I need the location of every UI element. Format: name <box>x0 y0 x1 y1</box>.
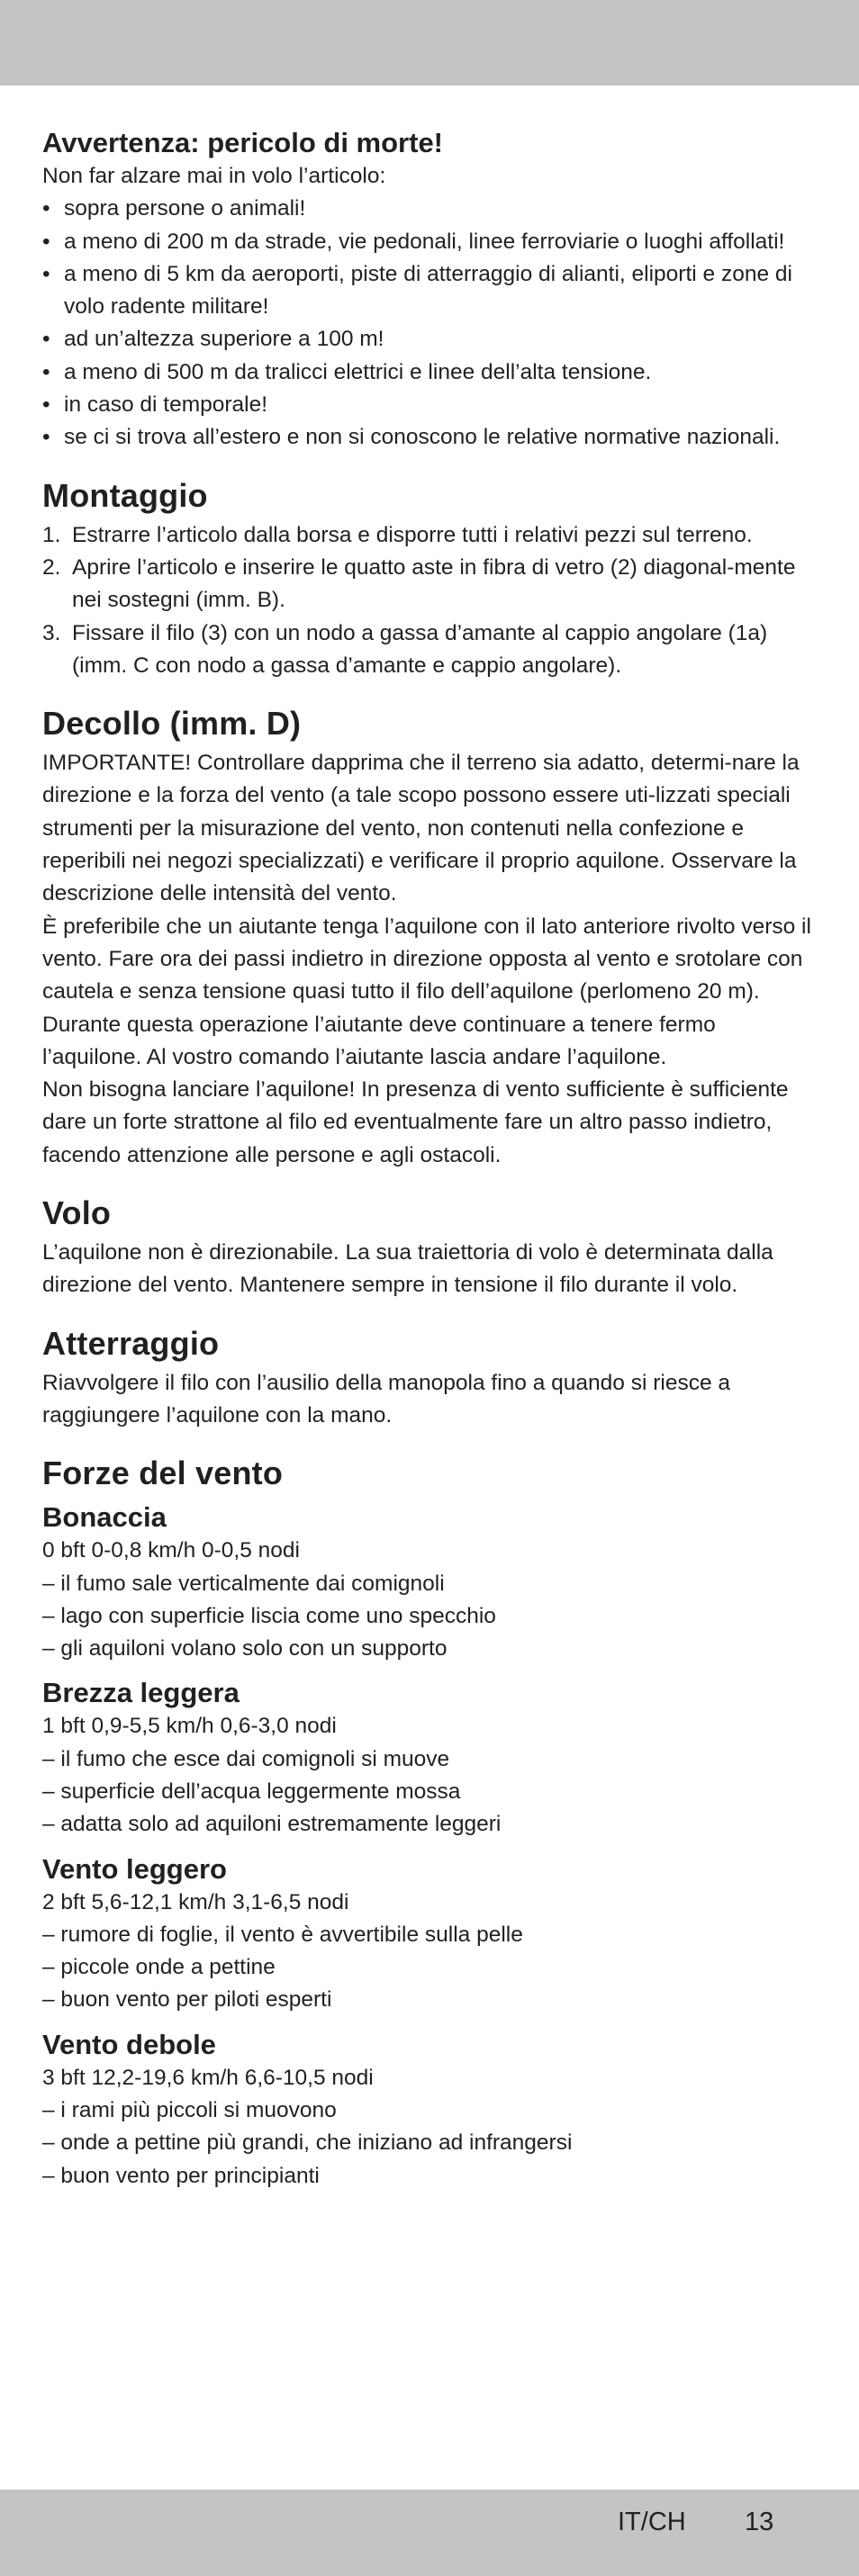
decollo-paragraph: IMPORTANTE! Controllare dapprima che il terreno sia adatto, determi-nare la direzione e la forza del vento (a tale scopo possono essere uti-lizzati speciali strumenti per la misurazione del vento, non contenuti nella confezione e reperibili nei negozi specializzati) e verificare il proprio aquilone. Osservare la descrizione delle intensità del vento. <box>42 751 800 906</box>
wind-level-item: – lago con superficie liscia come uno specchio <box>42 1603 496 1628</box>
montaggio-steps <box>42 519 818 682</box>
warning-item: • a meno di 500 m da tralicci elettrici e linee dell’alta tensione. <box>42 356 818 389</box>
wind-level <box>42 1500 818 1665</box>
wind-level-list <box>42 2094 818 2193</box>
warning-item: • sopra persone o animali! <box>42 193 818 225</box>
montaggio-title: Montaggio <box>42 476 208 514</box>
footer-bar <box>0 2490 859 2576</box>
wind-level-list <box>42 1919 818 2017</box>
warning-intro: Non far alzare mai in volo l’articolo: <box>42 164 386 188</box>
montaggio-step: 1. Estrarre l’articolo dalla borsa e disporre tutti i relativi pezzi sul terreno. <box>42 522 753 547</box>
warning-item: • ad un’altezza superiore a 100 m! <box>42 323 818 356</box>
montaggio-step: 3. Fissare il filo (3) con un nodo a gassa d’amante al cappio angolare (1a) (imm. C con nodo a gassa d’amante e cappio angolare). <box>42 620 768 678</box>
decollo-section <box>42 704 818 1172</box>
decollo-paragraph: È preferibile che un aiutante tenga l’aquilone con il lato anteriore rivolto verso il vento. Fare ora dei passi indietro in direzione opposta al vento e srotolare con cautela e senza tensione quasi tutto il filo dell’aquilone (perlomeno 20 m). <box>42 914 811 1004</box>
wind-level-spec: 2 bft 5,6-12,1 km/h 3,1-6,5 nodi <box>42 1889 349 1914</box>
bullet-icon: • <box>42 359 50 384</box>
wind-level-item: – buon vento per piloti esperti <box>42 1987 332 2013</box>
wind-level-item: – piccole onde a pettine <box>42 1955 276 1980</box>
bullet-icon: • <box>42 196 50 221</box>
atterraggio-text: Riavvolgere il filo con l’ausilio della manopola fino a quando si riesce a raggiungere l’aquilone con la mano. <box>42 1370 731 1428</box>
forze-title: Forze del vento <box>42 1455 284 1492</box>
bullet-icon: • <box>42 392 50 418</box>
bullet-icon: • <box>42 261 50 286</box>
bullet-icon: • <box>42 229 50 254</box>
page-number: 13 <box>745 2508 774 2536</box>
bullet-icon: • <box>42 327 50 352</box>
wind-level-item: – adatta solo ad aquiloni estremamente leggeri <box>42 1812 502 1837</box>
warning-item: • a meno di 5 km da aeroporti, piste di atterraggio di alianti, eliporti e zone di volo radente militare! <box>42 258 818 324</box>
wind-level-name: Vento debole <box>42 2028 216 2060</box>
atterraggio-section <box>42 1324 818 1433</box>
wind-level-spec: 1 bft 0,9-5,5 km/h 0,6-3,0 nodi <box>42 1714 337 1739</box>
wind-level-list <box>42 1568 818 1666</box>
forze-section <box>42 1454 818 2193</box>
wind-level-spec: 3 bft 12,2-19,6 km/h 6,6-10,5 nodi <box>42 2065 374 2090</box>
decollo-paragraph: Non bisogna lanciare l’aquilone! In presenza di vento sufficiente è sufficiente dare un forte strattone al filo ed eventualmente fare un altro passo indietro, facendo attenzione alle persone e agli ostacoli. <box>42 1077 789 1167</box>
volo-section <box>42 1193 818 1302</box>
warning-item: • a meno di 200 m da strade, vie pedonali, linee ferroviarie o luoghi affollati! <box>42 226 818 258</box>
wind-level-name: Bonaccia <box>42 1501 167 1534</box>
volo-title: Volo <box>42 1194 112 1232</box>
wind-level-item: – gli aquiloni volano solo con un supporto <box>42 1636 448 1662</box>
wind-level-spec: 0 bft 0-0,8 km/h 0-0,5 nodi <box>42 1538 300 1563</box>
manual-content <box>42 126 818 2193</box>
wind-level-list <box>42 1743 818 1842</box>
wind-level <box>42 1676 818 1841</box>
bullet-icon: • <box>42 425 50 450</box>
decollo-title: Decollo (imm. D) <box>42 705 302 743</box>
wind-level <box>42 2028 818 2193</box>
wind-level-item: – rumore di foglie, il vento è avvertibile sulla pelle <box>42 1922 523 1947</box>
decollo-paragraph: Durante questa operazione l’aiutante deve continuare a tenere fermo l’aquilone. Al vostro comando l’aiutante lascia andare l’aquilone. <box>42 1012 716 1069</box>
wind-level-item: – superficie dell’acqua leggermente mossa <box>42 1779 461 1804</box>
wind-level-item: – il fumo che esce dai comignoli si muove <box>42 1746 450 1771</box>
wind-level-item: – i rami più piccoli si muovono <box>42 2098 337 2123</box>
montaggio-step: 2. Aprire l’articolo e inserire le quatto aste in fibra di vetro (2) diagonal-mente nei sostegni (imm. B). <box>42 554 796 613</box>
wind-level-item: – il fumo sale verticalmente dai comignoli <box>42 1571 445 1596</box>
footer-language-code: IT/CH <box>618 2508 686 2536</box>
warning-item: • in caso di temporale! <box>42 389 818 421</box>
wind-level-item: – buon vento per principianti <box>42 2163 320 2188</box>
wind-level <box>42 1852 818 2017</box>
warning-section <box>42 126 818 455</box>
wind-level-name: Brezza leggera <box>42 1677 240 1709</box>
atterraggio-title: Atterraggio <box>42 1324 220 1362</box>
volo-text: L’aquilone non è direzionabile. La sua traiettoria di volo è determinata dalla direzione del vento. Mantenere sempre in tensione il filo durante il volo. <box>42 1240 773 1298</box>
warning-item: • se ci si trova all’estero e non si conoscono le relative normative nazionali. <box>42 421 818 454</box>
header-bar <box>0 0 859 86</box>
wind-level-name: Vento leggero <box>42 1852 227 1885</box>
warning-title: Avvertenza: pericolo di morte! <box>42 127 444 158</box>
warning-list <box>42 193 818 454</box>
montaggio-section <box>42 476 818 682</box>
wind-level-item: – onde a pettine più grandi, che iniziano ad infrangersi <box>42 2130 573 2156</box>
